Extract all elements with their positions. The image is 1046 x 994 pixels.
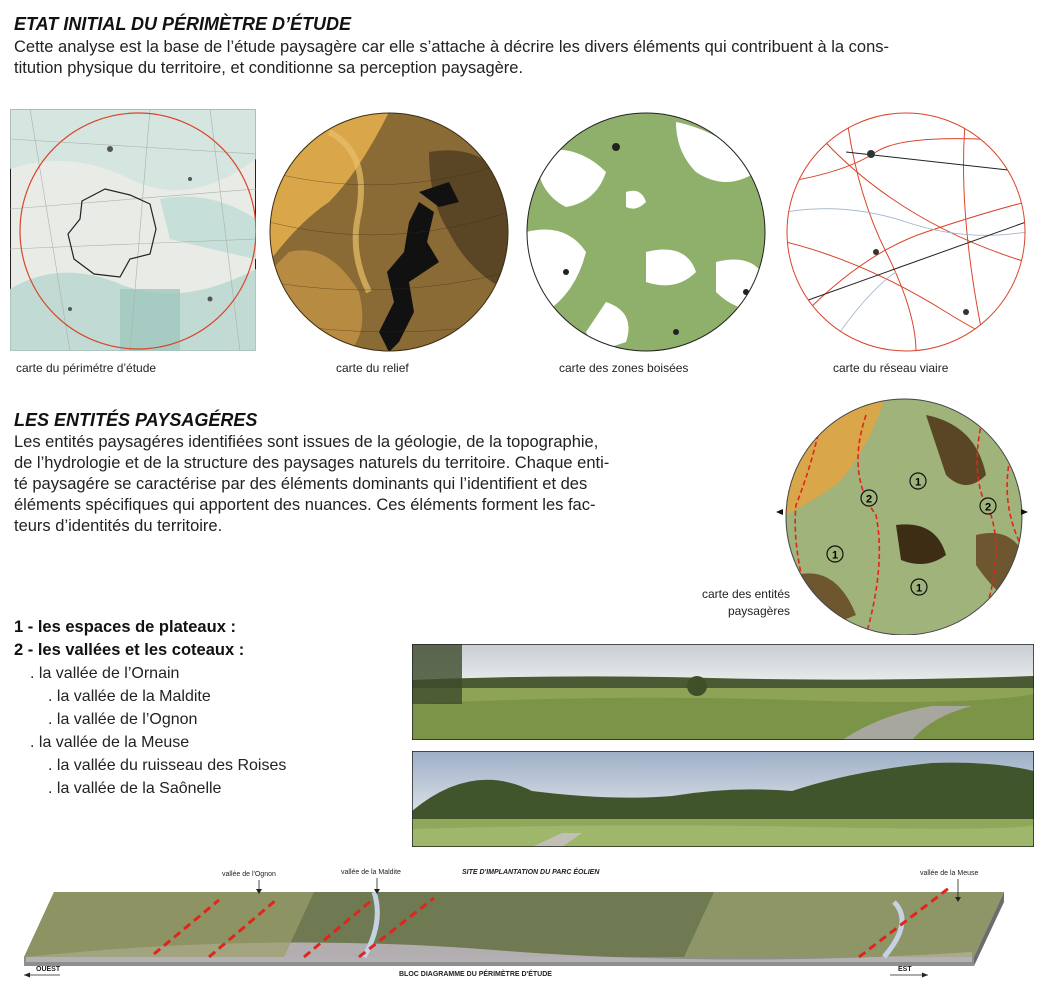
list-sub-roises: . la vallée du ruisseau des Roises (48, 757, 287, 774)
map-forests (526, 112, 766, 352)
map-entities (776, 395, 1028, 635)
entities-line-1: Les entités paysagéres identifiées sont issues de la géologie, de la topographie, (14, 433, 599, 451)
topographic-map-icon (10, 109, 256, 351)
landscape-photo-icon (412, 751, 1034, 847)
intro-line-1: Cette analyse est la base de l’étude paysagère car elle s’attache à décrire les divers éléments qui contribuent à la cons- (14, 38, 889, 56)
entity-list (14, 616, 394, 800)
caption-map-roads: carte du réseau viaire (833, 361, 949, 375)
road-network-map-icon (786, 112, 1026, 352)
caption-entities-line-1: carte des entités (701, 587, 790, 601)
list-item-plateaux: 1 - les espaces de plateaux : (14, 618, 236, 636)
list-sub-saonelle: . la vallée de la Saônelle (48, 780, 222, 797)
panorama-photo-2 (412, 751, 1034, 847)
section-title-entities: LES ENTITÉS PAYSAGÉRES (14, 410, 258, 430)
forest-map-icon (526, 112, 766, 352)
list-sub-maldite: . la vallée de la Maldite (48, 688, 211, 705)
bloc-label-site: SITE D'IMPLANTATION DU PARC ÉOLIEN (462, 869, 600, 876)
marker-2-right: 2 (984, 501, 992, 514)
entities-line-2: de l’hydrologie et de la structure des paysages naturels du territoire. Chaque enti- (14, 454, 610, 472)
list-item-vallees: 2 - les vallées et les coteaux : (14, 641, 245, 659)
section-intro (14, 14, 1034, 79)
map-relief (269, 112, 509, 352)
bloc-label-maldite: vallée de la Maldite (341, 869, 401, 876)
marker-1-bottom: 1 (915, 582, 923, 595)
list-sub-ornain: . la vallée de l’Ornain (30, 665, 180, 682)
caption-entities-line-2: paysagères (727, 604, 790, 618)
section-title-initial-state: ETAT INITIAL DU PÉRIMÈTRE D’ÉTUDE (14, 14, 352, 34)
bloc-label-meuse: vallée de la Meuse (920, 870, 979, 877)
bloc-diagram (14, 862, 1034, 986)
marker-2-left: 2 (865, 493, 873, 506)
map-perimetre (10, 109, 256, 351)
list-sub-meuse: . la vallée de la Meuse (30, 734, 190, 751)
bloc-caption: BLOC DIAGRAMME DU PÉRIMÈTRE D'ÉTUDE (399, 971, 552, 978)
caption-map-forests: carte des zones boisées (559, 361, 689, 375)
intro-line-2: titution physique du territoire, et conditionne sa perception paysagère. (14, 59, 524, 77)
map-roads (786, 112, 1026, 352)
block-diagram-icon (14, 862, 1034, 986)
marker-1-left: 1 (831, 549, 839, 562)
bloc-label-ognon: vallée de l'Ognon (222, 871, 276, 878)
entities-line-3: té paysagére se caractérise par des éléments dominants qui l’identifient et des (14, 475, 588, 493)
landscape-photo-icon (412, 644, 1034, 740)
bloc-label-ouest: OUEST (36, 966, 61, 973)
bloc-label-est: EST (898, 966, 912, 973)
marker-1-top: 1 (914, 476, 922, 489)
entities-line-5: teurs d’identités du territoire. (14, 517, 223, 535)
landscape-entities-map-icon (776, 395, 1028, 635)
section-entities (14, 410, 716, 537)
caption-map-relief: carte du relief (336, 361, 409, 375)
caption-map-perimetre: carte du périmétre d’étude (16, 361, 157, 375)
entities-line-4: éléments spécifiques qui apportent des nuances. Ces éléments forment les fac- (14, 496, 596, 514)
relief-map-icon (269, 112, 509, 352)
list-sub-ognon: . la vallée de l’Ognon (48, 711, 198, 728)
panorama-photo-1 (412, 644, 1034, 740)
caption-map-entities (660, 586, 790, 620)
